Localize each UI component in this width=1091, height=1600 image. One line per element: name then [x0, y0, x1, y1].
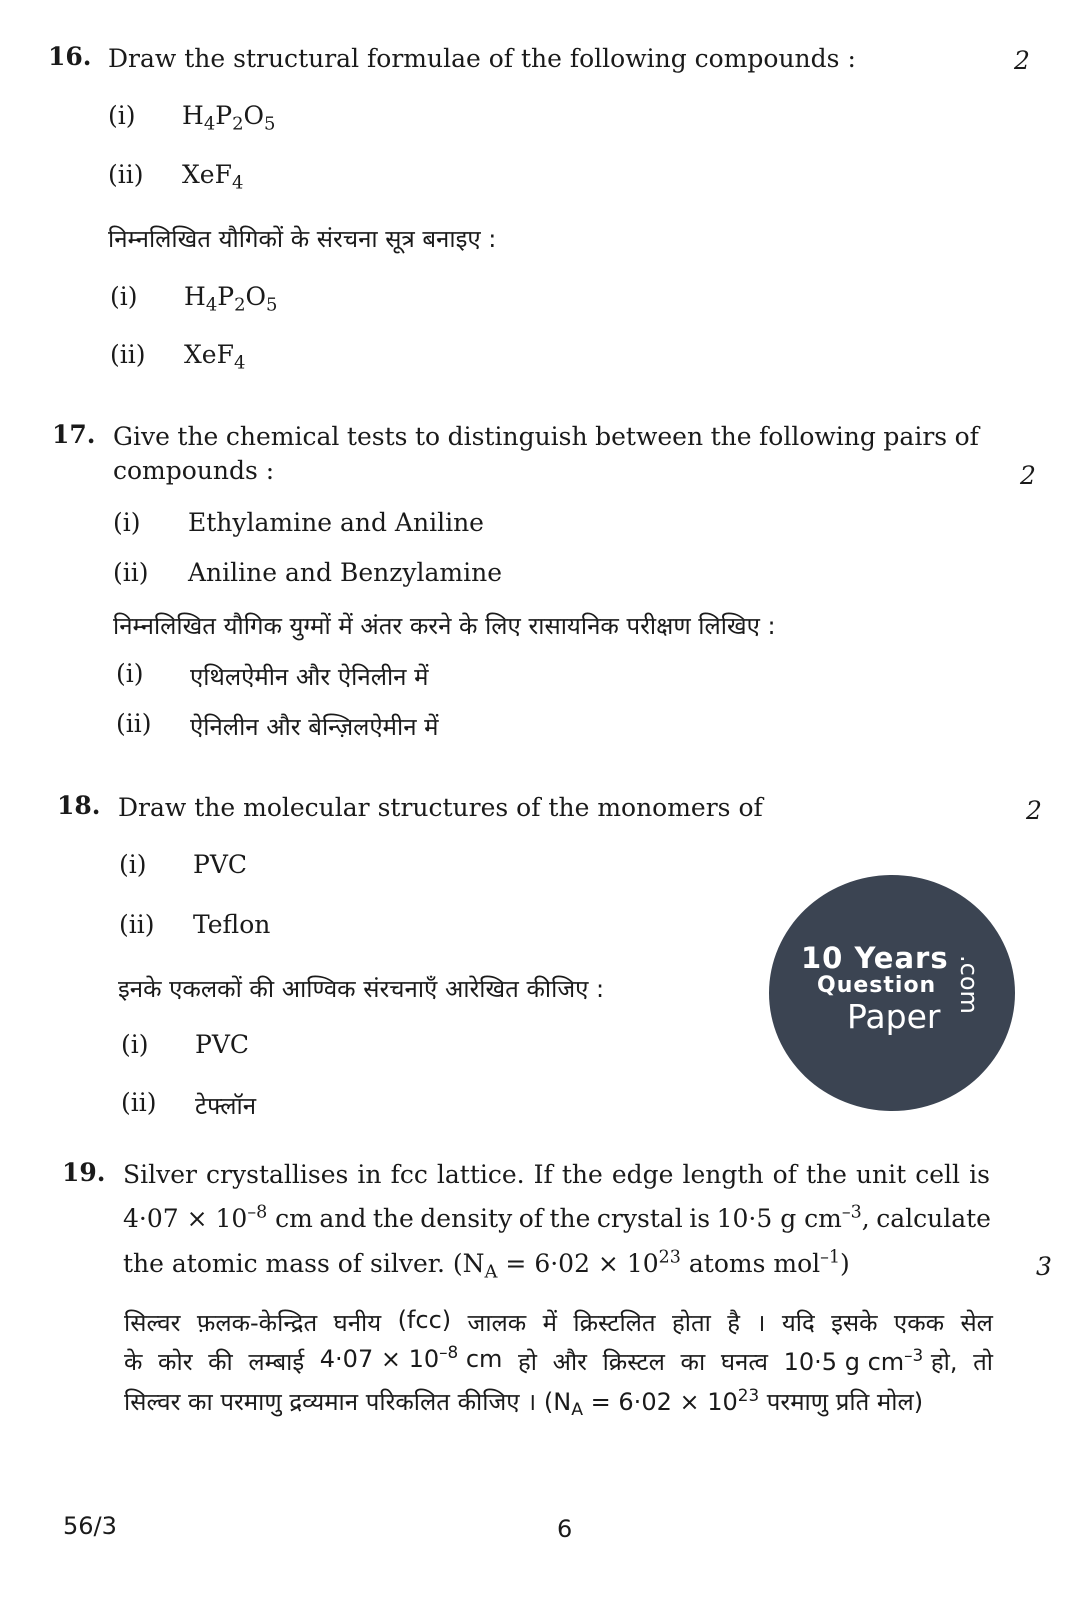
q17-hindi-item-i-text: एथिलऐमीन और ऐनिलीन में [190, 663, 429, 691]
q19-hindi-line1-inner: सिल्वर फ़लक-केन्द्रित घनीय (fcc) जालक में क्रिस्टलित होता है । यदि इसके एकक सेल [124, 1306, 993, 1337]
logo-line2: Question [817, 973, 937, 998]
q16-marks: 2 [1014, 46, 1030, 75]
q19-marks: 3 [1036, 1252, 1052, 1281]
q18-marks: 2 [1026, 796, 1042, 825]
q19-number: 19. [62, 1158, 106, 1187]
q19-text-line3: the atomic mass of silver. ($N_A = 6\cdot 02 \times 10^{23}$ atoms mol$^{-1}$) [123, 1247, 850, 1283]
logo-line1: 10 Years [801, 941, 949, 975]
q17-text-line2: compounds : [113, 456, 275, 485]
q17-text-line1 [113, 422, 979, 451]
q16-item-ii-label: (ii) [108, 160, 144, 189]
q17-number: 17. [52, 420, 96, 449]
q16-hindi-text: निम्नलिखित यौगिकों के संरचना सूत्र बनाइए : [108, 225, 497, 253]
q16-text: Draw the structural formulae of the following compounds : [108, 44, 856, 73]
q18-item-i-label: (i) [119, 850, 147, 879]
q16-hindi-item-i-formula: $H_4P_2O_5$ [184, 282, 278, 316]
q19-hindi-line1 [124, 1306, 993, 1339]
q18-number: 18. [57, 791, 101, 820]
q19-text-line1 [123, 1160, 990, 1189]
q16-item-ii-formula: XeF$_4$ [182, 160, 244, 194]
logo-line4: .com [955, 955, 983, 1014]
q18-hindi-item-i-text: PVC [195, 1030, 250, 1059]
q16-item-i-formula: $H_4P_2O_5$ [182, 101, 276, 135]
q19-text-line2-inner: $4\cdot 07 \times 10^{-8}$ cm and the density of the crystal is 10·5 g $cm^{-3}$, calculate [123, 1202, 991, 1233]
q17-marks: 2 [1020, 461, 1036, 490]
q16-hindi-item-ii-formula: XeF$_4$ [184, 340, 246, 374]
q16-hindi-item-ii-label: (ii) [110, 340, 146, 369]
q19-hindi-line3: सिल्वर का परमाणु द्रव्यमान परिकलित कीजिए । ($N_A = 6\cdot 02 \times 10^{23}$ परमाणु प्रति मोल) [124, 1384, 924, 1421]
q17-hindi-item-ii-label: (ii) [116, 709, 152, 738]
q18-hindi-item-i-label: (i) [121, 1030, 149, 1059]
q18-item-i-text: PVC [193, 850, 248, 879]
q17-hindi-item-i-label: (i) [116, 659, 144, 688]
q17-item-ii-label: (ii) [113, 558, 149, 587]
q19-text-line1-inner: Silver crystallises in fcc lattice. If the edge length of the unit cell is [123, 1160, 990, 1189]
q17-hindi-item-ii-text: ऐनिलीन और बेन्ज़िलऐमीन में [190, 713, 439, 741]
q16-number: 16. [48, 42, 92, 71]
watermark-logo [769, 875, 1015, 1111]
q17-item-ii-text: Aniline and Benzylamine [188, 558, 503, 587]
q17-item-i-label: (i) [113, 508, 141, 537]
q16-hindi-item-i-label: (i) [110, 282, 138, 311]
paper-code: 56/3 [63, 1512, 117, 1540]
q18-hindi-item-ii-label: (ii) [121, 1088, 157, 1117]
q17-item-i-text: Ethylamine and Aniline [188, 508, 484, 537]
q19-text-line2 [123, 1204, 991, 1233]
q17-text-line1-inner: Give the chemical tests to distinguish between the following pairs of [113, 422, 979, 451]
q18-item-ii-text: Teflon [193, 910, 271, 939]
q19-hindi-line2 [124, 1341, 993, 1378]
page-number: 6 [557, 1515, 573, 1543]
q16-item-i-label: (i) [108, 101, 136, 130]
q18-hindi-item-ii-text: टेफ्लॉन [195, 1092, 257, 1120]
q18-hindi-text: इनके एकलकों की आण्विक संरचनाएँ आरेखित कीजिए : [118, 975, 605, 1003]
q18-text: Draw the molecular structures of the monomers of [118, 793, 763, 822]
q18-item-ii-label: (ii) [119, 910, 155, 939]
q17-hindi-text: निम्नलिखित यौगिक युग्मों में अंतर करने के लिए रासायनिक परीक्षण लिखिए : [113, 612, 776, 640]
q19-hindi-line2-inner: के कोर की लम्बाई $4\cdot 07 \times 10^{-8}$ cm हो और क्रिस्टल का घनत्व 10·5 g $cm^{-3}$ हो, तो [124, 1341, 993, 1376]
logo-line3: Paper [847, 997, 941, 1036]
